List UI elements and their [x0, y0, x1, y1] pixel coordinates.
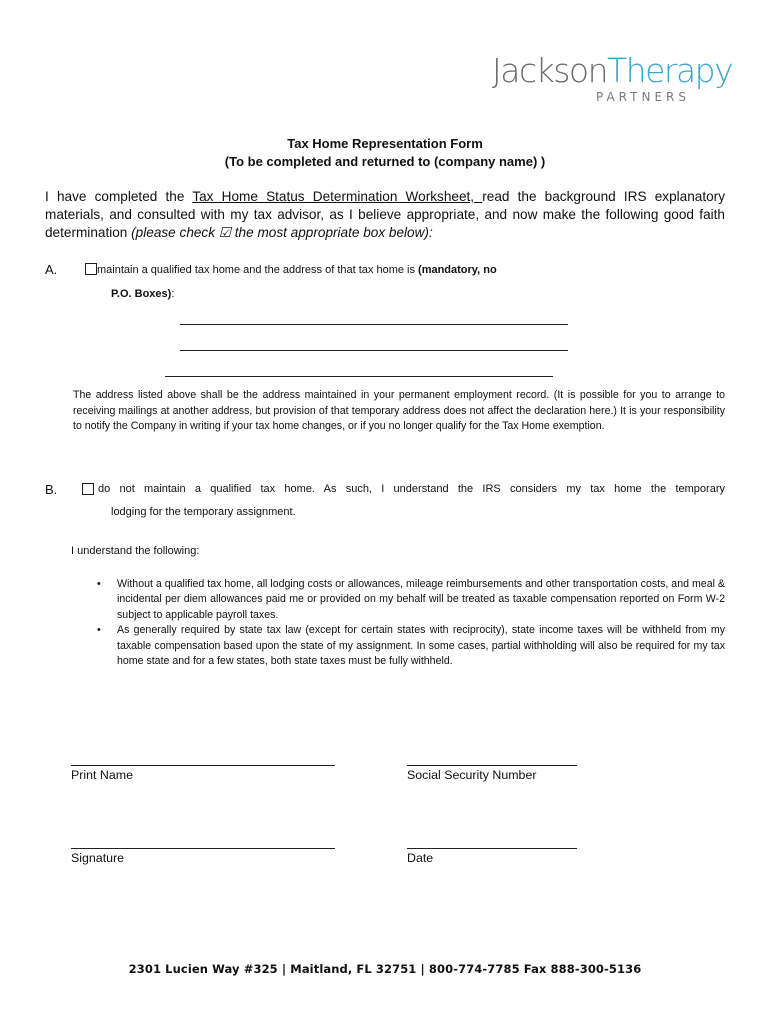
intro-text-2: read the background IRS explanatory materials, and consulted with my tax advisor, as I believe appropriate, and now make the following good faith determination: [45, 189, 725, 240]
option-a-text: [97, 263, 497, 279]
logo-name-part2: Therapy: [607, 51, 733, 90]
intro-instruction: (please check ☑ the most appropriate box below):: [131, 225, 433, 240]
list-item: [97, 623, 725, 669]
logo-name-part1: Jackson: [492, 51, 608, 90]
option-a-mandatory: (mandatory, no: [418, 264, 497, 276]
understand-heading: I understand the following:: [71, 545, 200, 557]
address-line-2[interactable]: [180, 350, 568, 351]
option-a-pobox: P.O. Boxes): [111, 288, 172, 300]
company-logo: [492, 51, 733, 112]
logo-wordmark: [492, 51, 733, 90]
intro-text-1: I have completed the: [45, 189, 193, 204]
ssn-label: Social Security Number: [407, 768, 537, 782]
option-a-letter: A.: [45, 262, 58, 277]
address-note: The address listed above shall be the address maintained in your permanent employment record. (It is possible for you to arrange to receiving mailings at another address, but provision of that temporary address does not affect the declaration here.) It is your responsibility to notify the Company in writing if your tax home changes, or if you no longer qualify for the Tax Home exemption.: [73, 389, 725, 432]
option-a-label: maintain a qualified tax home and the address of that tax home is: [97, 264, 419, 276]
form-title: Tax Home Representation Form: [287, 136, 483, 151]
form-subtitle: (To be completed and returned to (company name) ): [224, 154, 546, 169]
option-a-checkbox[interactable]: [85, 263, 97, 275]
intro-paragraph: [45, 188, 725, 242]
list-item: [97, 577, 725, 623]
option-b-checkbox[interactable]: [82, 483, 94, 495]
signature-line[interactable]: [71, 848, 335, 849]
ssn-line[interactable]: [407, 765, 577, 766]
address-line-3[interactable]: [165, 376, 553, 377]
date-label: Date: [407, 851, 434, 865]
print-name-label: Print Name: [71, 768, 133, 782]
option-a-colon: :: [171, 288, 175, 300]
option-b-letter: B.: [45, 482, 58, 497]
print-name-line[interactable]: [71, 765, 335, 766]
bullet-dot: •: [97, 624, 101, 637]
worksheet-link[interactable]: Tax Home Status Determination Worksheet,: [192, 189, 483, 204]
option-b-text-1: do not maintain a qualified tax home. As such, I understand the IRS considers my tax home the temporary: [98, 483, 725, 495]
bullet-dot: •: [97, 578, 101, 590]
signature-label: Signature: [71, 851, 125, 865]
understand-list: [97, 577, 725, 669]
footer-address: 2301 Lucien Way #325 | Maitland, FL 32751 | 800-774-7785 Fax 888-300-5136: [128, 962, 642, 976]
address-line-1[interactable]: [180, 324, 568, 325]
logo-subtitle: PARTNERS: [596, 90, 690, 104]
list-item-text: As generally required by state tax law (except for certain states with reciprocity), state income taxes will be withheld from my taxable compensation based upon the state of my assignment. In some cases, partial withholding will also be required for my tax home state and for a few states, both state taxes must be fully withheld.: [117, 624, 725, 668]
option-b-text-2: lodging for the temporary assignment.: [111, 506, 296, 518]
list-item-text: Without a qualified tax home, all lodging costs or allowances, mileage reimbursements and other transportation costs, and meal & incidental per diem allowances paid me or provided on my behalf will be treated as taxable compensation reported on Form W-2 subject to applicable payroll taxes.: [117, 578, 725, 621]
date-line[interactable]: [407, 848, 577, 849]
option-a-text-2: [111, 287, 174, 303]
